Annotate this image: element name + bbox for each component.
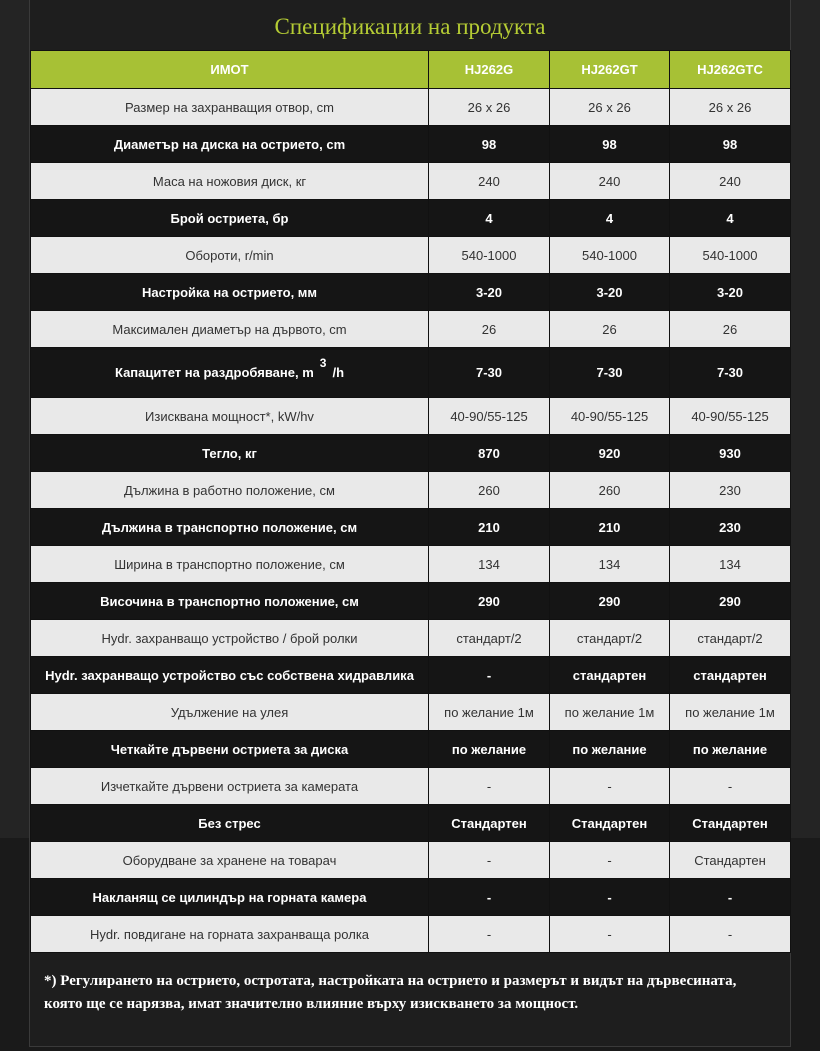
row-label-text: Диаметър на диска на острието, cm <box>113 136 346 152</box>
row-label-text: Обороти, r/min <box>185 247 274 263</box>
row-value: 26 <box>550 311 670 348</box>
table-row <box>31 89 791 126</box>
row-value: 40-90/55-125 <box>429 398 550 435</box>
table-row <box>31 731 791 768</box>
page-title: Спецификации на продукта <box>274 14 546 39</box>
row-value: 134 <box>550 546 670 583</box>
row-label-text: Капацитет на раздробяване, m <box>114 365 314 380</box>
row-value: 540-1000 <box>429 237 550 274</box>
row-value: 40-90/55-125 <box>550 398 670 435</box>
row-value: по желание <box>670 731 791 768</box>
row-value: - <box>670 768 791 805</box>
header-model-hj262g: HJ262G <box>429 51 550 89</box>
row-value: - <box>429 842 550 879</box>
row-value: стандарт/2 <box>670 620 791 657</box>
table-row <box>31 509 791 546</box>
row-value: - <box>429 657 550 694</box>
row-label <box>31 163 429 200</box>
row-value: 26 x 26 <box>670 89 791 126</box>
row-value: 3-20 <box>429 274 550 311</box>
row-label <box>31 509 429 546</box>
row-value: 920 <box>550 435 670 472</box>
table-row <box>31 348 791 398</box>
row-value: 240 <box>670 163 791 200</box>
spec-table <box>30 50 791 953</box>
row-label <box>31 435 429 472</box>
table-row <box>31 163 791 200</box>
table-row <box>31 200 791 237</box>
row-label <box>31 237 429 274</box>
row-value: - <box>670 916 791 953</box>
row-value: 3-20 <box>550 274 670 311</box>
row-value: 260 <box>550 472 670 509</box>
row-label-superscript: 3 <box>319 356 327 370</box>
table-row <box>31 583 791 620</box>
row-value: 870 <box>429 435 550 472</box>
row-value: 7-30 <box>429 348 550 398</box>
row-label <box>31 842 429 879</box>
table-row <box>31 657 791 694</box>
row-label <box>31 200 429 237</box>
row-label <box>31 348 429 398</box>
table-row <box>31 694 791 731</box>
row-label-text: Оборудване за хранене на товарач <box>122 852 337 868</box>
row-label-text: Hydr. захранващо устройство със собствена хидравлика <box>45 667 414 683</box>
row-value: 540-1000 <box>670 237 791 274</box>
spec-table-body <box>31 89 791 953</box>
row-label <box>31 472 429 509</box>
table-row <box>31 274 791 311</box>
row-value: 290 <box>670 583 791 620</box>
row-label-text: Hydr. захранващо устройство / брой ролки <box>101 630 358 646</box>
row-label-text: Дължина в транспортно положение, см <box>101 519 358 535</box>
row-value: 290 <box>550 583 670 620</box>
row-value: 26 <box>670 311 791 348</box>
row-value: 210 <box>429 509 550 546</box>
row-value: 26 <box>429 311 550 348</box>
row-label-text: Изчеткайте дървени остриета за камерата <box>100 778 359 794</box>
row-value: Стандартен <box>550 805 670 842</box>
row-value: по желание 1м <box>670 694 791 731</box>
table-row <box>31 620 791 657</box>
row-label-suffix: /h <box>332 365 345 380</box>
row-value: Стандартен <box>670 805 791 842</box>
row-value: по желание 1м <box>550 694 670 731</box>
table-row <box>31 237 791 274</box>
row-label <box>31 620 429 657</box>
row-label-text: Дължина в работно положение, см <box>124 482 335 498</box>
row-value: 98 <box>670 126 791 163</box>
row-value: 134 <box>429 546 550 583</box>
row-label <box>31 274 429 311</box>
row-value: 7-30 <box>670 348 791 398</box>
row-value: 230 <box>670 509 791 546</box>
row-label-text: Брой остриета, бр <box>170 210 289 226</box>
row-value: стандарт/2 <box>550 620 670 657</box>
row-value: Стандартен <box>429 805 550 842</box>
row-label-text: Тегло, кг <box>202 445 257 461</box>
row-label-text: Hydr. повдигане на горната захранваща ролка <box>89 926 370 942</box>
row-value: стандартен <box>550 657 670 694</box>
row-value: Стандартен <box>670 842 791 879</box>
row-label <box>31 89 429 126</box>
row-value: по желание <box>550 731 670 768</box>
row-value: 7-30 <box>550 348 670 398</box>
row-value: 98 <box>550 126 670 163</box>
table-row <box>31 768 791 805</box>
row-label-text: Ширина в транспортно положение, см <box>114 556 345 572</box>
table-row <box>31 435 791 472</box>
header-model-hj262gtc: HJ262GTC <box>670 51 791 89</box>
row-label <box>31 398 429 435</box>
row-label <box>31 916 429 953</box>
row-label-text: Без стрес <box>198 815 261 831</box>
row-value: 98 <box>429 126 550 163</box>
row-value: - <box>670 879 791 916</box>
spec-panel <box>29 0 791 1047</box>
table-row <box>31 311 791 348</box>
row-label <box>31 583 429 620</box>
row-value: 26 x 26 <box>429 89 550 126</box>
row-value: 290 <box>429 583 550 620</box>
row-label-text: Маса на ножовия диск, кг <box>152 173 307 189</box>
row-value: 240 <box>429 163 550 200</box>
row-label-text: Накланящ се цилиндър на горната камера <box>92 889 367 905</box>
row-value: 230 <box>670 472 791 509</box>
table-row <box>31 126 791 163</box>
row-value: стандартен <box>670 657 791 694</box>
row-label <box>31 879 429 916</box>
header-model-hj262gt: HJ262GT <box>550 51 670 89</box>
table-header-row <box>31 51 791 89</box>
row-label-text: Размер на захранващия отвор, cm <box>125 99 334 115</box>
row-label-text: Височина в транспортно положение, см <box>100 593 359 609</box>
row-value: 540-1000 <box>550 237 670 274</box>
row-value: - <box>550 879 670 916</box>
row-label-text: Настройка на острието, мм <box>141 284 318 300</box>
row-value: 3-20 <box>670 274 791 311</box>
row-value: 26 x 26 <box>550 89 670 126</box>
row-label <box>31 126 429 163</box>
table-row <box>31 842 791 879</box>
row-value: 4 <box>670 200 791 237</box>
row-label <box>31 546 429 583</box>
row-value: - <box>550 916 670 953</box>
row-value: 134 <box>670 546 791 583</box>
row-value: - <box>550 842 670 879</box>
table-row <box>31 879 791 916</box>
footnote: *) Регулирането на острието, остротата, настройката на острието и размерът и видът на дървесината, която ще се нарязва, имат значително влияние върху изискването за мощност. <box>44 973 737 1012</box>
row-label-text: Удължение на улея <box>170 704 289 720</box>
row-value: 4 <box>429 200 550 237</box>
row-value: стандарт/2 <box>429 620 550 657</box>
row-label <box>31 805 429 842</box>
row-value: - <box>429 768 550 805</box>
row-value: 260 <box>429 472 550 509</box>
left-margin <box>0 0 30 838</box>
row-label <box>31 768 429 805</box>
row-label <box>31 657 429 694</box>
table-row <box>31 805 791 842</box>
row-value: - <box>429 879 550 916</box>
row-value: - <box>429 916 550 953</box>
row-value: 240 <box>550 163 670 200</box>
table-row <box>31 472 791 509</box>
row-value: 930 <box>670 435 791 472</box>
table-row <box>31 546 791 583</box>
row-label-text: Максимален диаметър на дървото, cm <box>112 321 347 337</box>
row-label <box>31 731 429 768</box>
row-value: 210 <box>550 509 670 546</box>
row-label <box>31 311 429 348</box>
row-label-text: Изисквана мощност*, kW/hv <box>145 408 314 424</box>
table-row <box>31 916 791 953</box>
row-value: по желание <box>429 731 550 768</box>
row-value: по желание 1м <box>429 694 550 731</box>
row-value: - <box>550 768 670 805</box>
row-value: 40-90/55-125 <box>670 398 791 435</box>
table-row <box>31 398 791 435</box>
header-property: ИМОТ <box>31 51 429 89</box>
right-margin <box>790 0 820 838</box>
row-value: 4 <box>550 200 670 237</box>
row-label-text: Четкайте дървени остриета за диска <box>110 741 349 757</box>
row-label <box>31 694 429 731</box>
